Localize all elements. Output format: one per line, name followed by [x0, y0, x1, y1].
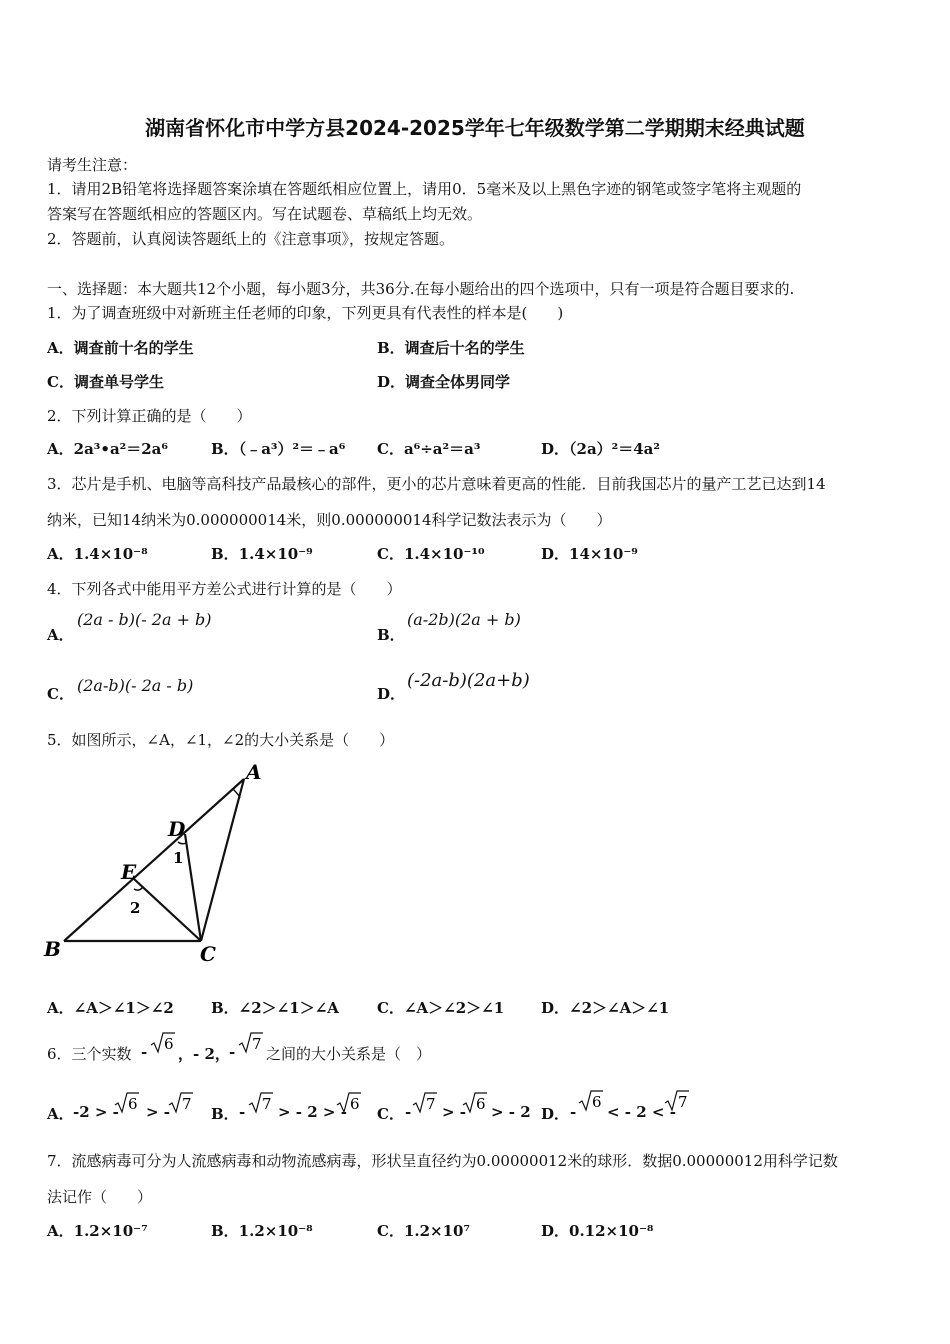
angle-1-arc [178, 842, 186, 844]
q6-option-c-text: > - [442, 1103, 467, 1121]
sqrt6-radical [150, 1030, 176, 1056]
q7-option-b: B．1.2×10⁻⁸ [211, 1222, 313, 1240]
option-expr: （﹣a³）²＝﹣a⁶ [238, 440, 346, 458]
option-expr: （2a）²＝4a² [569, 440, 660, 458]
option-expr: a⁶÷a²＝a³ [403, 440, 481, 458]
q5-option-b: B．∠2＞∠1＞∠A [211, 999, 339, 1017]
radicand: 6 [476, 1095, 486, 1113]
radicand: 6 [592, 1093, 602, 1111]
q3-stem: 3．芯片是手机、电脑等高科技产品最核心的部件，更小的芯片意味着更高的性能．目前我国芯片的量产工艺已达到14 [47, 475, 826, 493]
sqrt6-radical [114, 1090, 140, 1116]
radicand: 7 [426, 1095, 436, 1113]
q6-option-b-text: > - 2 > - [278, 1103, 347, 1121]
radicand: 6 [128, 1095, 138, 1113]
option-label: C． [377, 440, 404, 458]
sqrt7-radical [238, 1030, 264, 1056]
q6-option-c-text: > - 2 [491, 1103, 531, 1121]
q7-stem: 法记作（ ） [47, 1188, 153, 1206]
sqrt6-radical [462, 1090, 488, 1116]
q3-option-b: B．1.4×10⁻⁹ [211, 545, 313, 563]
segment-ca [201, 779, 244, 941]
q2-option-a [47, 438, 168, 459]
label-angle-2: 2 [130, 899, 141, 917]
q5-option-d: D．∠2＞∠A＞∠1 [541, 999, 670, 1017]
notice-line: 1．请用2B铅笔将选择题答案涂填在答题纸相应位置上，请用0．5毫米及以上黑色字迹的钢笔或签字笔将主观题的 [47, 180, 802, 198]
q6-option-b-label: B． [211, 1105, 239, 1123]
q6-option-b-text: - [239, 1103, 246, 1121]
segment-dc [185, 834, 201, 941]
q2-option-b [211, 438, 345, 459]
label-a: A [246, 760, 262, 784]
radicand: 7 [678, 1093, 688, 1111]
q4-stem: 4．下列各式中能用平方差公式进行计算的是（ ） [47, 580, 402, 598]
q1-option-b: B．调查后十名的学生 [377, 339, 525, 357]
q6-option-d-text: - [570, 1103, 577, 1121]
label-b: B [44, 937, 61, 961]
q4-option-c-expr: (2a-b)(- 2a - b) [77, 676, 194, 695]
radicand: 6 [164, 1035, 174, 1053]
option-label: A． [47, 440, 74, 458]
q2-option-c [377, 438, 480, 459]
q6-option-c-text: - [405, 1103, 412, 1121]
q5-option-a: A．∠A＞∠1＞∠2 [47, 999, 174, 1017]
q4-option-b-label: B． [377, 626, 405, 644]
sqrt7-radical [248, 1090, 274, 1116]
minus-sign: - [229, 1043, 236, 1061]
q6-stem-end: 之间的大小关系是（ ） [266, 1045, 432, 1063]
q7-option-d: D．0.12×10⁻⁸ [541, 1222, 654, 1240]
option-label: D． [541, 440, 570, 458]
label-angle-1: 1 [173, 849, 184, 867]
sqrt7-radical [412, 1090, 438, 1116]
sqrt6-radical [336, 1090, 362, 1116]
q1-stem: 1．为了调查班级中对新班主任老师的印象，下列更具有代表性的样本是( ) [47, 304, 564, 322]
option-label: B． [211, 440, 239, 458]
option-expr: 2a³•a²＝2a⁶ [73, 440, 168, 458]
q4-option-d-expr: (-2a-b)(2a+b) [407, 670, 530, 691]
q6-option-a-label: A． [47, 1105, 74, 1123]
angle-2-arc [134, 887, 143, 890]
section-heading: 一、选择题：本大题共12个小题，每小题3分，共36分.在每小题给出的四个选项中，只有一项是符合题目要求的. [47, 280, 795, 298]
radicand: 7 [252, 1035, 262, 1053]
q6-stem-mid: ，- 2， [178, 1045, 230, 1063]
notice-line: 答案写在答题纸相应的答题区内。写在试题卷、草稿纸上均无效。 [47, 205, 483, 223]
sqrt7-radical [664, 1088, 690, 1114]
q7-stem: 7．流感病毒可分为人流感病毒和动物流感病毒，形状呈直径约为0.00000012米的球形．数据0.00000012用科学记数 [47, 1152, 838, 1170]
q3-option-d: D．14×10⁻⁹ [541, 545, 638, 563]
q2-stem: 2．下列计算正确的是（ ） [47, 407, 252, 425]
q6-option-d-label: D． [541, 1105, 570, 1123]
label-d: D [168, 817, 186, 841]
q5-stem: 5．如图所示，∠A，∠1，∠2的大小关系是（ ） [47, 731, 395, 749]
q7-option-c: C．1.2×10⁷ [377, 1222, 471, 1240]
notice-heading: 请考生注意： [47, 156, 138, 174]
q4-option-d-label: D． [377, 685, 406, 703]
notice-line: 2．答题前，认真阅读答题纸上的《注意事项》，按规定答题。 [47, 230, 455, 248]
q3-option-c: C．1.4×10⁻¹⁰ [377, 545, 485, 563]
label-e: E [121, 860, 137, 884]
sqrt6-radical [578, 1088, 604, 1114]
q4-option-c-label: C． [47, 685, 74, 703]
q1-option-c: C．调查单号学生 [47, 373, 164, 391]
q6-option-c-label: C． [377, 1105, 404, 1123]
sqrt7-radical [168, 1090, 194, 1116]
q6-option-a-text: > - [146, 1103, 171, 1121]
q6-stem: 6．三个实数 [47, 1045, 132, 1063]
q2-option-d [541, 438, 660, 459]
q4-option-a-expr: (2a - b)(- 2a + b) [77, 610, 212, 629]
q5-option-c: C．∠A＞∠2＞∠1 [377, 999, 505, 1017]
minus-sign: - [141, 1043, 148, 1061]
angle-a-arc [233, 789, 240, 798]
q4-option-a-label: A． [47, 626, 74, 644]
radicand: 7 [262, 1095, 272, 1113]
radicand: 6 [350, 1095, 360, 1113]
q3-option-a: A．1.4×10⁻⁸ [47, 545, 148, 563]
segment-ba [64, 779, 244, 941]
q3-stem: 纳米，已知14纳米为0.000000014米，则0.000000014科学记数法表示为（ ） [47, 511, 612, 529]
q6-option-a-text: -2 > - [73, 1103, 119, 1121]
q6-option-d-text: < - 2 < - [607, 1103, 676, 1121]
radicand: 7 [182, 1095, 192, 1113]
q4-option-b-expr: (a-2b)(2a + b) [407, 610, 521, 629]
label-c: C [200, 942, 216, 966]
q1-option-a: A．调查前十名的学生 [47, 339, 194, 357]
q1-option-d: D．调查全体男同学 [377, 373, 511, 391]
segment-ec [134, 879, 201, 941]
page-title: 湖南省怀化市中学方县2024-2025学年七年级数学第二学期期末经典试题 [145, 116, 805, 140]
q7-option-a: A．1.2×10⁻⁷ [47, 1222, 148, 1240]
triangle-figure [40, 755, 270, 967]
